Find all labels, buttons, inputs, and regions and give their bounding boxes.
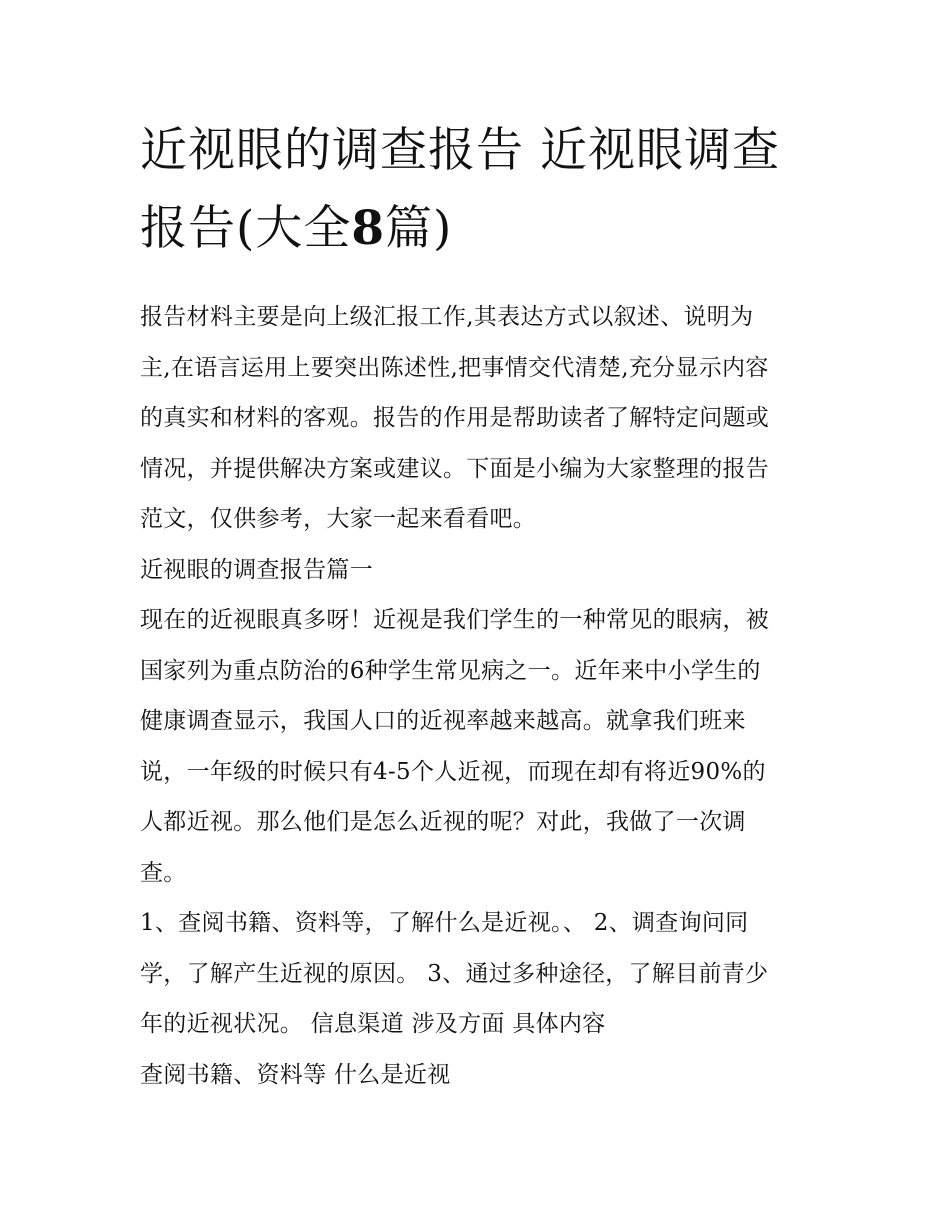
steps-paragraph xyxy=(140,898,815,1050)
text-line: 的真实和材料的客观。报告的作用是帮助读者了解特定问题或 xyxy=(140,405,770,431)
text-line: 范文，仅供参考，大家一起来看看吧。 xyxy=(140,506,537,532)
text-line: 查。 xyxy=(140,859,187,886)
table-row-text: 查阅书籍、资料等 什么是近视 xyxy=(140,1061,451,1088)
section-heading xyxy=(140,545,815,596)
text-line: 国家列为重点防治的6种学生常见病之一。近年来中小学生的 xyxy=(140,657,761,684)
document-title xyxy=(140,112,815,268)
text-line: 1、查阅书籍、资料等，了解什么是近视。、 2、调查询问同 xyxy=(140,910,749,936)
document-page xyxy=(140,112,815,1100)
section-heading-text: 近视眼的调查报告篇一 xyxy=(140,556,373,583)
text-line: 情况，并提供解决方案或建议。下面是小编为大家整理的报告 xyxy=(140,455,770,482)
title-line: 报告(大全8篇) xyxy=(140,201,453,256)
text-line: 人都近视。那么他们是怎么近视的呢？对此，我做了一次调 xyxy=(140,809,746,835)
text-line: 报告材料主要是向上级汇报工作,其表达方式以叙述、说明为 xyxy=(140,304,754,330)
body-paragraph xyxy=(140,595,815,898)
text-line: 学，了解产生近视的原因。 3、通过多种途径，了解目前青少 xyxy=(140,960,769,987)
text-line: 健康调查显示，我国人口的近视率越来越高。就拿我们班来 xyxy=(140,708,746,734)
intro-paragraph xyxy=(140,292,815,545)
text-line: 年的近视状况。 信息渠道 涉及方面 具体内容 xyxy=(140,1011,606,1037)
text-line: 现在的近视眼真多呀！近视是我们学生的一种常见的眼病，被 xyxy=(140,607,770,633)
title-line: 近视眼的调查报告 近视眼调查 xyxy=(140,123,780,178)
text-line: 主,在语言运用上要突出陈述性,把事情交代清楚,充分显示内容 xyxy=(140,354,769,381)
text-line: 说，一年级的时候只有4-5个人近视，而现在却有将近90%的 xyxy=(140,758,766,785)
table-row xyxy=(140,1050,815,1101)
